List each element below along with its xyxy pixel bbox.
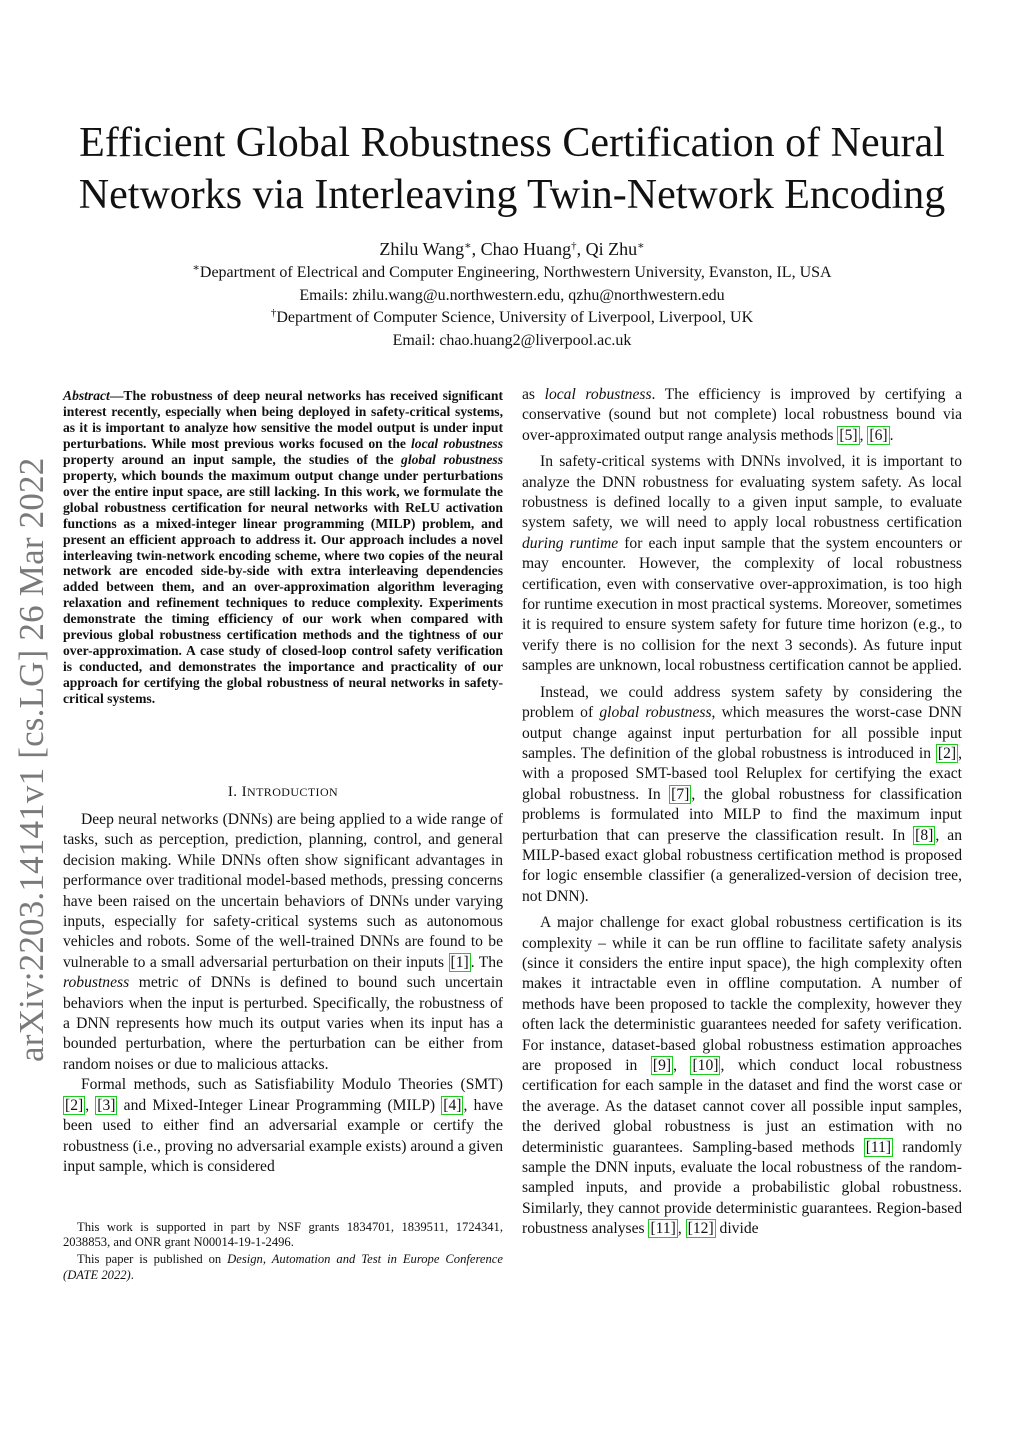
paragraph: [63, 1075, 503, 1177]
text: .: [889, 426, 894, 444]
text: ,: [673, 1057, 691, 1074]
citation-link[interactable]: [5]: [839, 426, 858, 444]
text: .: [130, 1267, 134, 1282]
citation-link[interactable]: [7]: [671, 785, 690, 803]
right-column-body: [522, 385, 962, 1240]
section-title-initial: I: [241, 784, 248, 800]
author-name: Zhilu Wang: [379, 239, 465, 259]
emphasis: Design, Automation and Test in Europe Conference (DATE 2022): [63, 1252, 503, 1282]
affiliations: [0, 262, 1024, 352]
title-line-1: Efficient Global Robustness Certification of Neural: [79, 120, 945, 166]
abstract-dash: —: [109, 388, 124, 403]
abstract-text: property, which bounds the maximum output change under perturbations over the entire input space, are still lacking. In this work, we formulate the global robustness certification for neural networks with ReLU activation functions as a mixed-integer linear programming (MILP) problem, and present an efficient approach to address it. Our approach includes a novel interleaving twin-network encoding scheme, where two copies of the neural network are encoded side-by-side with extra interleaving dependencies added between them, and an over-approximation algorithm leveraging relaxation and refinement techniques to reduce complexity. Experiments demonstrate the timing efficiency of our work when compared with previous global robustness certification methods and the tightness of our over-approximation. A case study of closed-loop control safety verification is conducted, and demonstrates the importance and practicality of our approach for certifying the global robustness of neural networks in safety-critical systems.: [63, 467, 503, 707]
citation-link[interactable]: [6]: [869, 426, 888, 444]
text: In safety-critical systems with DNNs involved, it is important to analyze the DNN robustness for evaluating system safety. As local robustness is defined locally to a given input sample, to evaluate system safety, we will need to apply local robustness certification: [522, 453, 962, 532]
affiliation-northwestern: [0, 262, 1024, 285]
footnote-venue: [63, 1252, 503, 1282]
left-column-body: [63, 810, 503, 1177]
author-name: Chao Huang: [480, 239, 572, 259]
text: . The efficiency is improved by certifying a conservative (sound but not complete) local robustness bound via over-approximated output range analysis methods: [522, 386, 963, 444]
citation-link[interactable]: [11]: [650, 1220, 676, 1238]
emphasis: robustness: [63, 974, 130, 992]
paragraph: [522, 683, 962, 907]
citation-link[interactable]: [2]: [65, 1096, 84, 1114]
text: randomly sample the DNN inputs, evaluate the local robustness of the random-sampled inputs, and provide a probabilistic global robustness. Similarly, they cannot provide deterministic guarantees. Region-based robustness analyses: [522, 1138, 962, 1238]
paragraph: [63, 810, 503, 1075]
affiliation-text: Department of Computer Science, University of Liverpool, Liverpool, UK: [276, 309, 754, 326]
emails-northwestern: Emails: zhilu.wang@u.northwestern.edu, qzhu@northwestern.edu: [299, 286, 725, 304]
text: , with a proposed SMT-based tool Reluplex for certifying the exact global robustness. In: [522, 744, 962, 803]
affiliation-mark: ∗: [464, 240, 472, 252]
citation-link[interactable]: [1]: [450, 953, 469, 971]
affiliation-text: Department of Electrical and Computer Engineering, Northwestern University, Evanston, IL, USA: [199, 264, 832, 281]
citation-link[interactable]: [3]: [97, 1096, 116, 1114]
text: and Mixed-Integer Linear Programming (MILP): [117, 1096, 442, 1114]
text: as: [522, 386, 545, 403]
abstract: [63, 388, 503, 707]
emphasis: local robustness: [544, 386, 652, 403]
section-title-rest: NTRODUCTION: [247, 785, 339, 799]
text: Instead, we could address system safety by considering the problem of: [522, 683, 962, 722]
emphasis: during runtime: [522, 534, 619, 552]
abstract-text: property around an input sample, the studies of the: [63, 451, 402, 467]
title-line-2: Networks via Interleaving Twin-Network Encoding: [78, 172, 946, 218]
section-heading-introduction: [63, 782, 503, 802]
text: , have been used to either find an adversarial example or certify the robustness (i.e., proving no adversarial example exists) around a given input sample, which is considered: [63, 1096, 504, 1175]
citation-link[interactable]: [2]: [937, 744, 957, 762]
author-list: Zhilu Wang∗, Chao Huang†, Qi Zhu∗: [379, 239, 645, 259]
author-name: Qi Zhu: [585, 239, 638, 259]
text: Deep neural networks (DNNs) are being applied to a wide range of tasks, such as perception, prediction, planning, control, and general decision making. While DNNs often show significant advantages in performance over traditional model-based methods, pressing concerns have been raised on the uncertain behaviors of DNNs under varying inputs, especially for safety-critical systems such as autonomous vehicles and robots. Some of the well-trained DNNs are found to be vulnerable to a small adversarial perturbation on their inputs: [63, 811, 503, 971]
text: divide: [715, 1220, 759, 1238]
text: Formal methods, such as Satisfiability Modulo Theories (SMT): [81, 1076, 503, 1094]
affiliation-mark: ∗: [637, 240, 645, 252]
citation-link[interactable]: [9]: [652, 1057, 672, 1074]
paragraph: [522, 913, 962, 1240]
email-liverpool: Email: chao.huang2@liverpool.ac.uk: [392, 331, 632, 349]
citation-link[interactable]: [8]: [915, 826, 934, 844]
text: for each input sample that the system encounters or may encounter. However, the complexity of local robustness certification, even with conservative over-approximation, is too high for runtime execution in most practical systems. Moreover, sometimes it is required to ensure system safety for future time horizon (e.g., to verify there is no collision for the next 3 seconds). As future input samples are unknown, local robustness certification cannot be applied.: [522, 534, 963, 675]
text: , an MILP-based exact global robustness certification method is proposed for logic ensemble classifier (a generalized-version of decision tree, not DNN).: [522, 826, 962, 905]
paragraph: [522, 385, 962, 446]
citation-link[interactable]: [4]: [443, 1096, 462, 1114]
abstract-text: The robustness of deep neural networks has received significant interest recently, especially when being deployed in safety-critical systems, as it is important to analyze how sensitive the model output is under input perturbations. While most previous works focused on the: [63, 388, 503, 451]
abstract-emphasis: global robustness: [401, 451, 504, 467]
affiliation-mark: †: [270, 307, 277, 319]
citation-link[interactable]: [11]: [865, 1138, 892, 1156]
paper-title: [0, 117, 1024, 221]
text: ,: [859, 426, 868, 444]
footnotes: [63, 1220, 503, 1283]
text: , which measures the worst-case DNN output change against input perturbation for all possible input samples. The definition of the global robustness is introduced in: [522, 704, 963, 762]
section-number: I.: [227, 784, 242, 800]
text: ,: [677, 1220, 686, 1238]
text: , which conduct local robustness certification for each sample in the dataset and find the worst case or the average. As the dataset cannot cover all possible input samples, the derived global robustness is just an estimation with no deterministic guarantees. Sampling-based methods: [522, 1057, 963, 1156]
citation-link[interactable]: [12]: [687, 1220, 714, 1238]
footnote-funding: This work is supported in part by NSF grants 1834701, 1839511, 1724341, 2038853, and ONR grant N00014-19-1-2496.: [63, 1220, 503, 1250]
text: ,: [85, 1096, 96, 1114]
citation-link[interactable]: [10]: [692, 1057, 719, 1074]
text: A major challenge for exact global robustness certification is its complexity – while it can be run offline to facilitate safety analysis (since it considers the entire input space), the high complexity often makes it intractable even in offline computation. A number of methods have been proposed to tackle the complexity, however they often lack the deterministic guarantees needed for safety verification. For instance, dataset-based global robustness estimation approaches are proposed in: [522, 914, 962, 1074]
affiliation-liverpool: [0, 307, 1024, 330]
text: . The: [470, 953, 503, 971]
text: metric of DNNs is defined to bound such uncertain behaviors when the input is perturbed. Specifically, the robustness of a DNN represents how much its output varies when its input has a bounded perturbation, where the perturbation can be either from random noises or due to malicious attacks.: [63, 974, 503, 1073]
emphasis: global robustness: [599, 704, 712, 722]
affiliation-mark: †: [571, 240, 577, 252]
text: This paper is published on: [77, 1252, 228, 1267]
abstract-emphasis: local robustness: [411, 435, 503, 451]
arxiv-watermark: arXiv:2203.14141v1 [cs.LG] 26 Mar 2022: [12, 457, 51, 1062]
paragraph: [522, 452, 962, 676]
abstract-label: Abstract: [63, 388, 110, 403]
affiliation-mark: ∗: [192, 262, 200, 274]
text: , the global robustness for classification problems is formulated into MILP to find the maximum input perturbation that can preserve the classification result. In: [522, 785, 962, 844]
